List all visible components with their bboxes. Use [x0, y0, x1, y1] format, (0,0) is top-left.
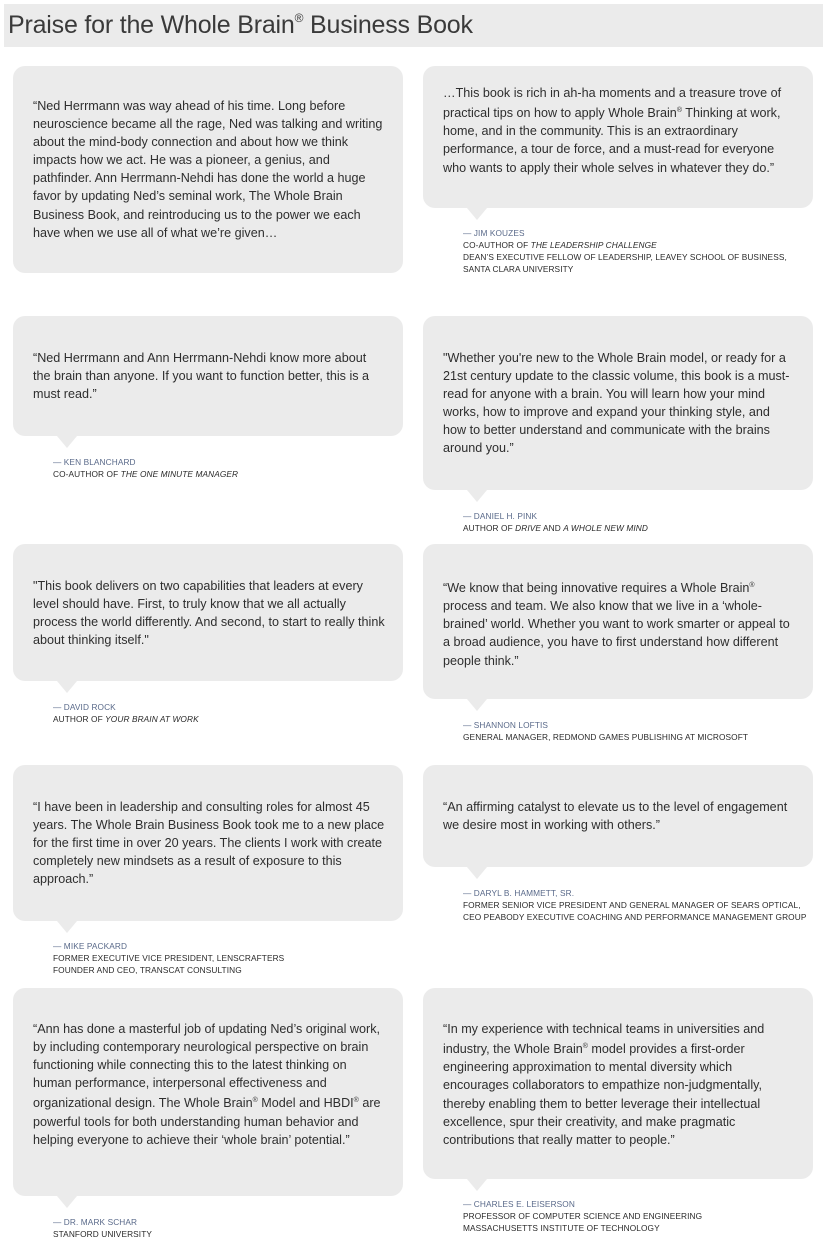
author-credential: FORMER EXECUTIVE VICE PRESIDENT, LENSCRAFTERS: [53, 953, 285, 963]
author-credential: CO-AUTHOR OF THE ONE MINUTE MANAGER: [53, 469, 239, 479]
book-title: YOUR BRAIN AT WORK: [105, 714, 199, 724]
testimonial-quote: “Ned Herrmann and Ann Herrmann-Nehdi know more about the brain than anyone. If you want to function better, this is a must read.”: [33, 351, 370, 402]
testimonial-quote: "Whether you're new to the Whole Brain model, or ready for a 21st century update to the classic volume, this book is a must-read for anyone with a brain. You will learn how your mind works, how to improve and expand your thinking style, and how to better understand and communicate with the brains around you.”: [443, 351, 790, 456]
testimonial-card: [13, 765, 403, 980]
testimonial-card: [423, 544, 813, 759]
testimonial-attribution: [53, 701, 403, 725]
book-title: A WHOLE NEW MIND: [563, 523, 648, 533]
author-name: — JIM KOUZES: [463, 228, 525, 238]
registered-mark: ®: [582, 1043, 588, 1051]
testimonial-card: [423, 316, 813, 536]
quote-bubble-tail: [467, 1179, 487, 1191]
testimonial-card: [13, 544, 403, 729]
author-name: — SHANNON LOFTIS: [463, 720, 549, 730]
author-name: — KEN BLANCHARD: [53, 457, 136, 467]
testimonial-quote: “I have been in leadership and consulting roles for almost 45 years. The Whole Brain Business Book took me to a new place for the first time in over 20 years. The clients I work with create completely new mindsets as a result of exposure to this approach.”: [33, 800, 385, 887]
author-credential: AUTHOR OF YOUR BRAIN AT WORK: [53, 714, 199, 724]
testimonial-attribution: [463, 887, 813, 923]
author-name: — DAVID ROCK: [53, 702, 116, 712]
author-name: — DR. MARK SCHAR: [53, 1217, 138, 1227]
testimonial-attribution: [463, 719, 813, 743]
registered-mark: ®: [749, 582, 755, 589]
author-credential: MASSACHUSETTS INSTITUTE OF TECHNOLOGY: [463, 1223, 660, 1233]
testimonial-attribution: [463, 1198, 813, 1234]
quote-bubble-tail: [467, 699, 487, 711]
quote-bubble-tail: [57, 681, 77, 693]
registered-mark: ®: [676, 107, 682, 115]
testimonial-attribution: [53, 456, 403, 480]
book-title: THE ONE MINUTE MANAGER: [120, 469, 239, 479]
registered-mark: ®: [353, 1097, 359, 1105]
testimonial-quote: “Ned Herrmann was way ahead of his time. Long before neuroscience became all the rage, Ned was talking and writing about the mind-body connection and about how we think impacts how we act. He was a pioneer, a genius, and pathfinder. Ann Herrmann-Nehdi has done the world a huge favor by updating Ned’s seminal work, The Whole Brain Business Book, and reintroducing us to the power we each have when we use all of what we’re given…: [33, 99, 383, 240]
author-credential: STANFORD UNIVERSITY: [53, 1229, 153, 1239]
author-credential: FOUNDER AND CEO, TRANSCAT CONSULTING: [53, 965, 242, 975]
quote-bubble-tail: [57, 1196, 77, 1208]
testimonial-card: [423, 765, 813, 955]
author-name: — DARYL B. HAMMETT, SR.: [463, 888, 575, 898]
testimonial-card: [13, 316, 403, 486]
author-credential: PROFESSOR OF COMPUTER SCIENCE AND ENGINEERING: [463, 1211, 703, 1221]
author-credential: FORMER SENIOR VICE PRESIDENT AND GENERAL MANAGER OF SEARS OPTICAL,: [463, 900, 801, 910]
book-title: DRIVE: [515, 523, 542, 533]
author-credential: CO-AUTHOR OF THE LEADERSHIP CHALLENGE: [463, 240, 657, 250]
author-credential: CEO PEABODY EXECUTIVE COACHING AND PERFORMANCE MANAGEMENT GROUP: [463, 912, 807, 922]
testimonial-quote: …This book is rich in ah-ha moments and a treasure trove of practical tips on how to apply Whole Brain® Thinking at work, home, and in the community. This is an extraordinary performance, a tour de force, and a must-read for everyone who wants to apply their whole selves in whatever they do.”: [443, 86, 782, 175]
author-name: — CHARLES E. LEISERSON: [463, 1199, 575, 1209]
testimonial-card: [423, 66, 813, 281]
quote-bubble-tail: [467, 490, 487, 502]
testimonial-card: [423, 988, 813, 1238]
quote-bubble-tail: [57, 921, 77, 933]
testimonial-card: [13, 988, 403, 1238]
book-title: THE LEADERSHIP CHALLENGE: [530, 240, 657, 250]
quote-bubble-tail: [57, 436, 77, 448]
author-credential: GENERAL MANAGER, REDMOND GAMES PUBLISHING AT MICROSOFT: [463, 732, 749, 742]
testimonial-card: [13, 66, 403, 276]
quote-bubble-tail: [467, 867, 487, 879]
page-title: Praise for the Whole Brain® Business Book: [8, 10, 473, 39]
testimonial-quote: “Ann has done a masterful job of updating Ned’s original work, by including contemporary neurological perspective on brain functioning while connecting this to the latest thinking on human performance, interpersonal effectiveness and organizational design. The Whole Brain® Model and HBDI® are powerful tools for both understanding human behavior and helping everyone to achieve their ‘whole brain’ potential.”: [33, 1022, 381, 1147]
quote-bubble-tail: [467, 208, 487, 220]
author-credential: AUTHOR OF DRIVE AND A WHOLE NEW MIND: [463, 523, 648, 533]
author-credential: DEAN’S EXECUTIVE FELLOW OF LEADERSHIP, LEAVEY SCHOOL OF BUSINESS, SANTA CLARA UNIVERSITY: [463, 252, 787, 274]
author-name: — DANIEL H. PINK: [463, 511, 538, 521]
testimonial-quote: “In my experience with technical teams in universities and industry, the Whole Brain® model provides a first-order engineering approximation to mental diversity which encourages collaborators to empathize non-judgmentally, thereby enabling them to better leverage their intellectual excellence, spur their creativity, and make pragmatic contributions that really matter to people.”: [443, 1022, 765, 1147]
testimonial-quote: “We know that being innovative requires a Whole Brain® process and team. We also know that we live in a ‘whole-brained’ world. Whether you want to work smarter or appeal to a broad audience, you have to first understand how different people think.”: [443, 581, 790, 668]
page-header: [4, 4, 823, 47]
testimonial-attribution: [463, 227, 813, 275]
author-name: — MIKE PACKARD: [53, 941, 128, 951]
testimonial-attribution: [53, 1216, 403, 1240]
registered-mark: ®: [252, 1097, 258, 1105]
testimonial-quote: "This book delivers on two capabilities that leaders at every level should have. First, to truly know that we all actually process the world differently. And second, to start to really think about thinking itself.": [33, 579, 385, 648]
testimonial-attribution: [53, 940, 403, 976]
testimonial-attribution: [463, 510, 813, 534]
testimonial-quote: “An affirming catalyst to elevate us to the level of engagement we desire most in working with others.”: [443, 800, 788, 833]
